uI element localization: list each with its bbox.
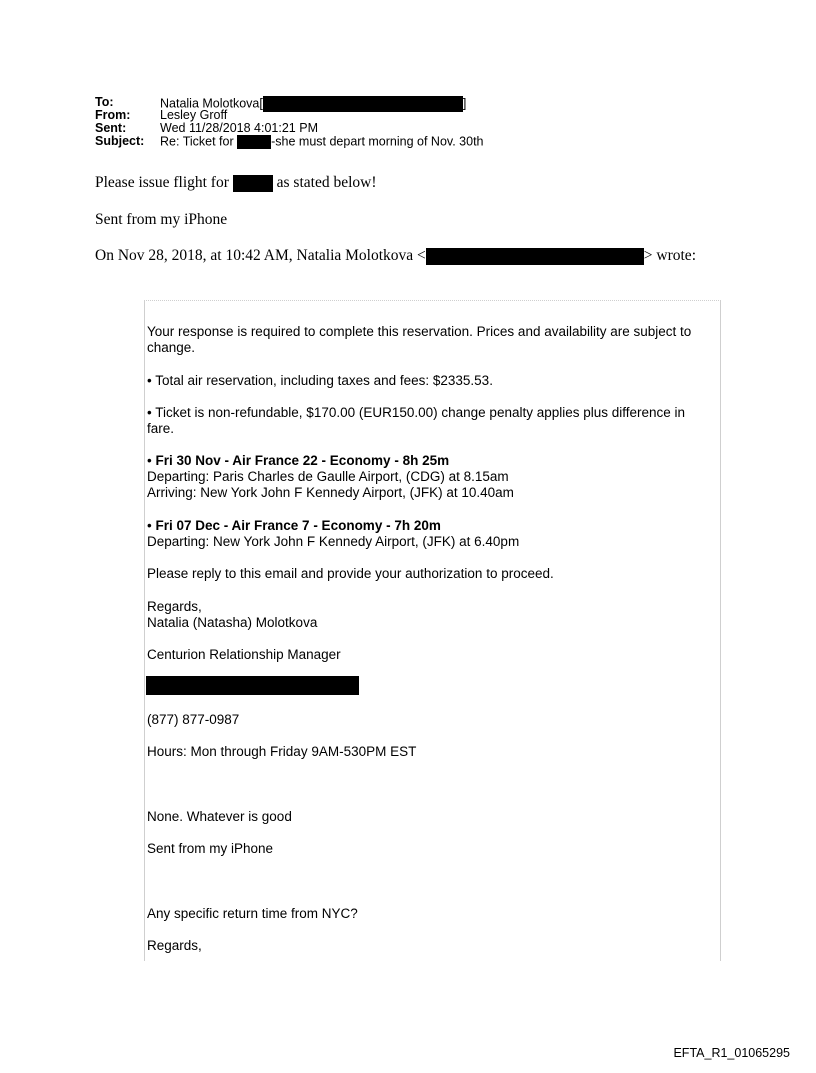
subject-suffix: -she must depart morning of Nov. 30th (271, 134, 484, 149)
sent-value: Wed 11/28/2018 4:01:21 PM (160, 121, 318, 135)
to-close-bracket: ] (462, 96, 467, 111)
bullet: • (147, 453, 152, 468)
redaction-block (263, 96, 463, 112)
reply-signature: Sent from my iPhone (95, 211, 228, 228)
quoted-p1-line1: Your response is required to complete this reservation. Prices and availability are subject to (147, 324, 692, 339)
quote-intro-prefix: On Nov 28, 2018, at 10:42 AM, Natalia Molotkova < (95, 247, 426, 264)
flight1-title (147, 453, 449, 470)
document-id: EFTA_R1_01065295 (673, 1046, 790, 1060)
total-bullet: • Total air reservation, including taxes and fees: $2335.53. (147, 373, 493, 388)
quote-intro-suffix: > wrote: (643, 247, 696, 264)
ticket-line2: fare. (147, 421, 175, 436)
sent-from-iphone: Sent from my iPhone (147, 841, 274, 856)
flight2-title (147, 518, 441, 535)
quoted-p1-line2: change. (147, 340, 196, 355)
sent-label: Sent: (95, 121, 127, 135)
from-label: From: (95, 108, 131, 122)
flight2-title-text: Fri 07 Dec - Air France 7 - Economy - 7h 20m (155, 518, 441, 533)
from-value: Lesley Groff (160, 108, 228, 122)
redaction-block (233, 175, 273, 192)
regards-2: Regards, (147, 938, 202, 953)
redaction-block (426, 248, 644, 265)
subject-prefix: Re: Ticket for (160, 134, 234, 149)
flight1-depart: Departing: Paris Charles de Gaulle Airport, (CDG) at 8.15am (147, 469, 509, 484)
flight1-arrive: Arriving: New York John F Kennedy Airport, (JFK) at 10.40am (147, 485, 514, 500)
subject-label: Subject: (95, 134, 145, 148)
flight1-title-text: Fri 30 Nov - Air France 22 - Economy - 8h 25m (155, 453, 450, 468)
reply-line-suffix: as stated below! (276, 174, 377, 191)
reply-line-prefix: Please issue flight for (95, 174, 229, 191)
bullet: • (147, 518, 152, 533)
reply-request: Please reply to this email and provide your authorization to proceed. (147, 566, 554, 581)
none-line: None. Whatever is good (147, 809, 292, 824)
reply-line (95, 174, 377, 192)
redaction-block (146, 676, 359, 695)
ticket-line1: • Ticket is non-refundable, $170.00 (EUR150.00) change penalty applies plus difference in (147, 405, 686, 420)
flight2-depart: Departing: New York John F Kennedy Airport, (JFK) at 6.40pm (147, 534, 520, 549)
return-time-question: Any specific return time from NYC? (147, 906, 358, 921)
to-value: Natalia Molotkova[ (160, 96, 263, 111)
redaction-block (237, 135, 271, 149)
quote-intro (95, 247, 696, 265)
sender-title: Centurion Relationship Manager (147, 647, 341, 662)
regards: Regards, (147, 599, 202, 614)
to-label: To: (95, 95, 114, 109)
business-hours: Hours: Mon through Friday 9AM-530PM EST (147, 744, 417, 759)
phone-number: (877) 877-0987 (147, 712, 240, 727)
sender-name: Natalia (Natasha) Molotkova (147, 615, 318, 630)
